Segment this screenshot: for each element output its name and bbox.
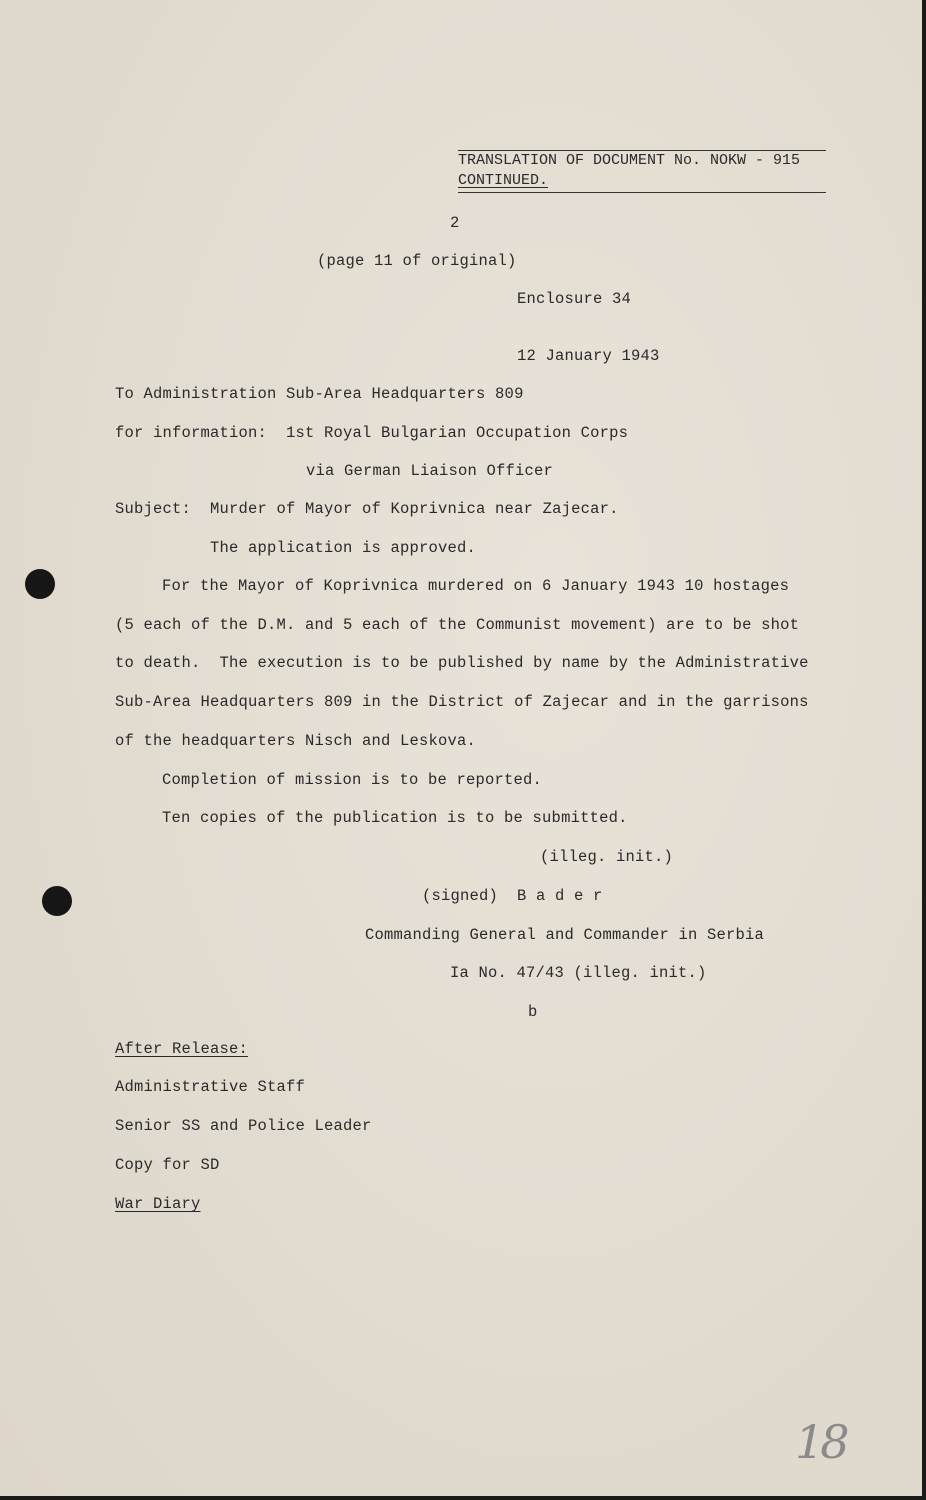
illegible-initials: (illeg. init.) [540, 848, 674, 866]
b-mark: b [528, 1003, 538, 1021]
addressee-line: To Administration Sub-Area Headquarters 809 [115, 385, 524, 403]
signature-line: (signed) B a d e r [422, 887, 603, 905]
punch-hole-top [25, 569, 55, 599]
document-date: 12 January 1943 [517, 347, 660, 365]
body-line-4: Sub-Area Headquarters 809 in the District of Zajecar and in the garrisons [115, 693, 809, 711]
document-header [458, 150, 826, 193]
header-bottom-rule [458, 192, 826, 193]
subject-line: Subject: Murder of Mayor of Koprivnica near Zajecar. [115, 500, 619, 518]
distribution-item: Administrative Staff [115, 1078, 306, 1096]
distribution-item: Senior SS and Police Leader [115, 1117, 372, 1135]
body-line-3: to death. The execution is to be published by name by the Administrative [115, 654, 809, 672]
enclosure-label: Enclosure 34 [517, 290, 632, 308]
approval-line: The application is approved. [210, 539, 477, 557]
header-continued: CONTINUED. [458, 172, 549, 189]
page-number: 2 [450, 214, 460, 232]
header-title: TRANSLATION OF DOCUMENT No. NOKW - 915 [458, 152, 801, 169]
body-line-5: of the headquarters Nisch and Leskova. [115, 732, 477, 750]
copies-line: Ten copies of the publication is to be submitted. [162, 809, 628, 827]
original-page-ref: (page 11 of original) [317, 252, 517, 270]
completion-line: Completion of mission is to be reported. [162, 771, 543, 789]
body-line-1: For the Mayor of Koprivnica murdered on 6 January 1943 10 hostages [162, 577, 790, 595]
information-line: for information: 1st Royal Bulgarian Occupation Corps [115, 424, 629, 442]
body-line-2: (5 each of the D.M. and 5 each of the Communist movement) are to be shot [115, 616, 800, 634]
handwritten-page-number: 18 [795, 1415, 846, 1469]
distribution-item: War Diary [115, 1195, 201, 1213]
commander-title: Commanding General and Commander in Serbia [365, 926, 765, 944]
distribution-heading: After Release: [115, 1040, 249, 1058]
punch-hole-bottom [42, 886, 72, 916]
distribution-item: Copy for SD [115, 1156, 220, 1174]
via-line: via German Liaison Officer [306, 462, 554, 480]
reference-number: Ia No. 47/43 (illeg. init.) [450, 964, 707, 982]
